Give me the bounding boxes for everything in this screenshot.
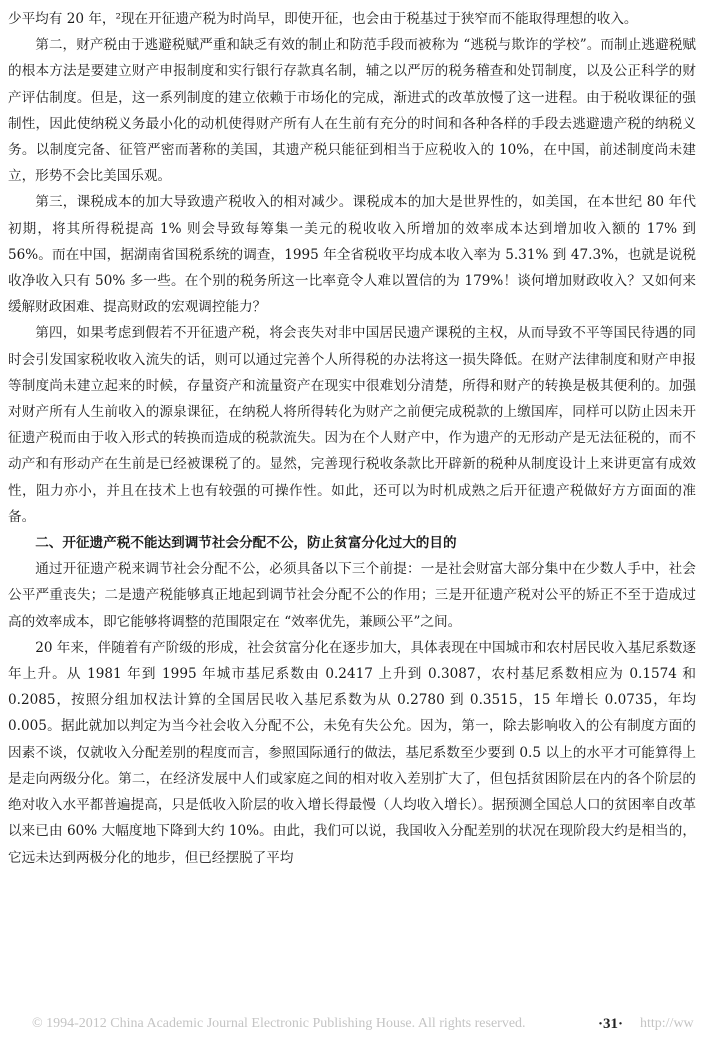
section-heading: 二、开征遗产税不能达到调节社会分配不公，防止贫富分化过大的目的 bbox=[35, 535, 457, 552]
paragraph-second-point: 第二，财产税由于逃避税赋严重和缺乏有效的制止和防范手段而被称为 “逃税与欺诈的学校”。而制止逃避税赋的根本方法是要建立财产申报制度和实行银行存款真名制，辅之以严厉的税务稽查和处罚制度，以及公正科学的财产评估制度。但是，这一系列制度的建立依赖于市场化的完成，渐进式的改革放慢了这一进程。由于税收课征的强制性，因此使纳税义务最小化的动机使得财产所有人在生前有充分的时间和各种各样的手段去逃避遗产税的纳税义务。以制度完备、征管严密而著称的美国，其遗产税只能征到相当于应税收入的 10%，在中国，前述制度尚未建立，形势不会比美国乐观。 bbox=[8, 37, 696, 185]
footer-url: http://ww bbox=[640, 1016, 694, 1031]
paragraph-prerequisites: 通过开征遗产税来调节社会分配不公，必须具备以下三个前提：一是社会财富大部分集中在少数人手中，社会公平严重丧失；二是遗产税能够真正地起到调节社会分配不公的作用；三是开征遗产税对公平的矫正不至于造成过高的效率成本，即它能够将调整的范围限定在 “效率优先，兼顾公平”之间。 bbox=[8, 561, 696, 630]
article-body bbox=[8, 6, 696, 871]
page-number: ·31· bbox=[598, 1016, 624, 1032]
copyright-footer: © 1994-2012 China Academic Journal Electronic Publishing House. All rights reserved. bbox=[32, 1016, 526, 1031]
paragraph-gini: 20 年来，伴随着有产阶级的形成，社会贫富分化在逐步加大，具体表现在中国城市和农村居民收入基尼系数逐年上升。从 1981 年到 1995 年城市基尼系数由 0.2417 上升到 0.3087，农村基尼系数相应为 0.1574 和 0.2085，按照分组加权法计算的全国居民收入基尼系数为从 0.2780 到 0.3515，15 年增长 0.0735，年均 0.005。据此就加以判定为当今社会收入分配不公，未免有失公允。因为，第一，除去影响收入的公有制度方面的因素不谈，仅就收入分配差别的程度而言，参照国际通行的做法，基尼系数至少要到 0.5 以上的水平才可能算得上是走向两级分化。第二，在经济发展中人们或家庭之间的相对收入差别扩大了，但包括贫困阶层在内的各个阶层的绝对收入水平都普遍提高，只是低收入阶层的收入增长得最慢（人均收入增长）。据预测全国总人口的贫困率自改革以来已由 60% 大幅度地下降到大约 10%。由此，我们可以说，我国收入分配差别的状况在现阶段大约是相当的，它远未达到两极分化的地步，但已经摆脱了平均 bbox=[8, 639, 696, 866]
paragraph-third-point: 第三，课税成本的加大导致遗产税收入的相对减少。课税成本的加大是世界性的，如美国，在本世纪 80 年代初期，将其所得税提高 1% 则会导致每筹集一美元的税收收入所增加的效率成本达到增加收入额的 17% 到 56%。而在中国，据湖南省国税系统的调查，1995 年全省税收平均成本收入率为 5.31% 到 47.3%，也就是说税收净收入只有 50% 多一些。在个别的税务所这一比率竟令人难以置信的为 179%！谈何增加财政收入？又如何来缓解财政困难、提高财政的宏观调控能力？ bbox=[8, 194, 696, 316]
paragraph-continued: 少平均有 20 年，²现在开征遗产税为时尚早，即使开征，也会由于税基过于狭窄而不能取得理想的收入。 bbox=[8, 11, 638, 27]
paragraph-fourth-point: 第四，如果考虑到假若不开征遗产税，将会丧失对非中国居民遗产课税的主权，从而导致不平等国民待遇的同时会引发国家税收收入流失的话，则可以通过完善个人所得税的办法将这一损失降低。在财产法律制度和财产申报等制度尚未建立起来的时候，存量资产和流量资产在现实中很难划分清楚，所得和财产的转换是极其便利的。加强对财产所有人生前收入的源泉课征，在纳税人将所得转化为财产之前便完成税款的上缴国库，同样可以防止因未开征遗产税而由于收入形式的转换而造成的税款流失。因为在个人财产中，作为遗产的无形动产是无法征税的，而不动产和有形动产在生前是已经被课税了的。显然，完善现行税收条款比开辟新的税种从制度设计上来讲更富有成效性，阻力亦小，并且在技术上也有较强的可操作性。如此，还可以为时机成熟之后开征遗产税做好方方面面的准备。 bbox=[8, 325, 696, 525]
